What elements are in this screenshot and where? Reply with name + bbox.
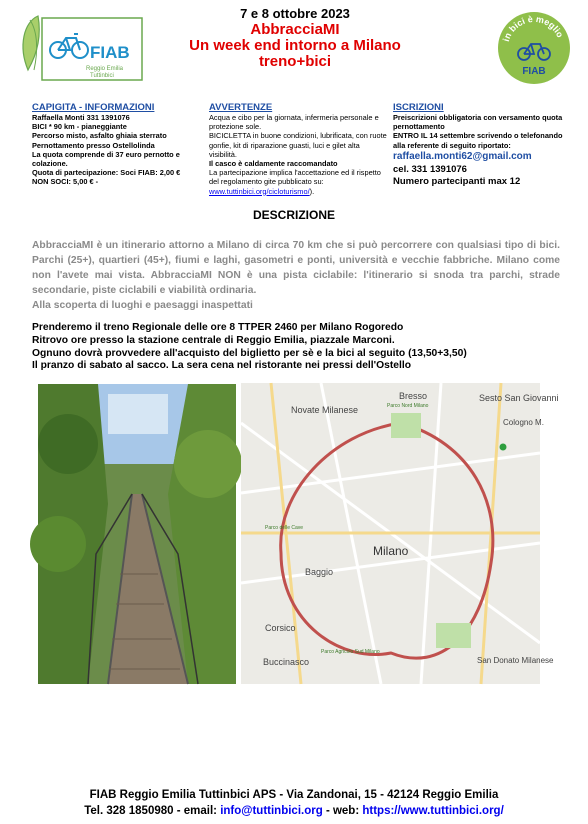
registration-title: ISCRIZIONI — [393, 102, 444, 113]
info-title: CAPIGITA - INFORMAZIONI — [32, 102, 155, 113]
footer-web-link[interactable]: https://www.tuttinbici.org/ — [362, 805, 504, 817]
map-label: Parco Nord Milano — [387, 403, 429, 409]
map-label: Baggio — [305, 567, 334, 577]
max-participants: Numero partecipanti max 12 — [393, 175, 521, 187]
event-subtitle: Un week end intorno a Milano — [189, 37, 401, 54]
badge-text: FIAB — [522, 66, 546, 77]
map-label: Corsico — [265, 623, 296, 633]
regulation-link[interactable]: www.tuttinbici.org/cicloturismo/ — [209, 186, 310, 196]
footer — [0, 787, 588, 819]
map-label: Cologno M. — [503, 418, 544, 427]
description-paragraph: AbbracciaMI è un itinerario attorno a Milano di circa 70 km che si può percorrere con qualsiasi tipo di bici. Parchi (25+), quartieri (45+), fiumi e laghi, gasometri e ponti, università e vecchie fabbriche. Milano come non l'avete mai vista. AbbracciaMI NON è una pista ciclabile: l'itinerario si snoda tra parchi, strade secondarie, piste ciclabili e viabilità ordinaria. — [32, 240, 560, 296]
warnings-line: Il casco è caldamente raccomandato — [209, 159, 338, 169]
footer-web-label: - web: — [322, 805, 363, 817]
description-paragraph: Alla scoperta di luoghi e paesaggi inaspettati — [32, 300, 253, 311]
description-title: DESCRIZIONE — [252, 208, 335, 222]
map-label: Buccinasco — [263, 657, 310, 667]
fiab-logo — [16, 12, 144, 80]
registration-line: Preiscrizioni obbligatoria con versamento quota pernottamento — [393, 113, 563, 132]
map-label: Sesto San Giovanni — [479, 393, 559, 403]
footer-tel: Tel. 328 1850980 - email: — [84, 805, 221, 817]
registration-line: ENTRO IL 14 settembre scrivendo o telefonando alla referente di seguito riportato: — [393, 131, 563, 150]
train-line: Il pranzo di sabato al sacco. La sera cena nel ristorante nei pressi dell'Ostello — [32, 360, 411, 372]
info-line: La quota comprende di 37 euro pernotto e colazione. — [32, 149, 180, 169]
info-line: NON SOCI: 5,00 € - — [32, 177, 99, 187]
train-line: Ritrovo ore presso la stazione centrale di Reggio Emilia, piazzale Marconi. — [32, 334, 395, 346]
info-line: Raffaella Monti 331 1391076 — [32, 113, 130, 122]
map-label: San Donato Milanese — [477, 656, 554, 665]
warnings-column — [209, 102, 389, 196]
map-label: Parco delle Cave — [265, 525, 304, 531]
info-line: Quota di partecipazione: Soci FIAB: 2,00 € — [32, 168, 181, 178]
route-map — [241, 383, 559, 684]
info-line: Pernottamento presso Ostellolinda — [32, 140, 155, 150]
footer-address: FIAB Reggio Emilia Tuttinbici APS - Via Zandonai, 15 - 42124 Reggio Emilia — [89, 789, 499, 801]
fiab-badge-logo — [496, 10, 572, 86]
registration-column — [393, 102, 563, 188]
event-subtitle-2: treno+bici — [258, 53, 332, 70]
map-label: Parco Agricolo Sud Milano — [321, 649, 380, 655]
badge-arc-text: in bici è meglio — [500, 13, 566, 43]
map-label: Bresso — [399, 391, 428, 401]
train-info — [32, 322, 562, 373]
contact-phone: cel. 331 1391076 — [393, 163, 467, 175]
footer-email-link[interactable]: info@tuttinbici.org — [220, 805, 323, 817]
train-line: Prenderemo il treno Regionale delle ore 8 TTPER 2460 per Milano Rogoredo — [32, 322, 404, 333]
map-label: Milano — [373, 544, 409, 558]
footer-contacts — [0, 803, 588, 819]
link-suffix: ). — [309, 186, 315, 196]
map-label: Novate Milanese — [291, 405, 359, 415]
logo-left-sub2: Tuttinbici — [90, 73, 114, 79]
warnings-line: La partecipazione implica l'accettazione ed il rispetto del regolamento gite pubblicato su: — [209, 168, 381, 187]
logo-left-text: FIAB — [90, 43, 130, 62]
header — [150, 6, 440, 70]
event-title: AbbracciaMI — [250, 21, 340, 38]
bridge-photo — [38, 384, 236, 684]
warnings-line: Acqua e cibo per la giornata, infermeria personale e protezione sole. — [209, 113, 379, 132]
info-line: Percorso misto, asfalto ghiaia sterrato — [32, 131, 167, 141]
train-line: Ognuno dovrà provvedere all'acquisto del biglietto per sè e la bici al seguito (13,50+3,50) — [32, 347, 467, 359]
info-column — [32, 102, 204, 187]
info-line: BICI * 90 km - pianeggiante — [32, 122, 127, 132]
event-date: 7 e 8 ottobre 2023 — [240, 6, 350, 21]
contact-email[interactable]: raffaella.monti62@gmail.com — [393, 150, 532, 162]
description-body — [32, 238, 560, 313]
warnings-line: BICICLETTA in buone condizioni, lubrificata, con ruote gonfie, kit di riparazione guasti, luci e gilet alta visibilità. — [209, 131, 387, 159]
logo-left-sub1: Reggio Emilia — [86, 66, 124, 72]
warnings-title: AVVERTENZE — [209, 102, 273, 113]
warnings-link-line — [209, 187, 389, 196]
